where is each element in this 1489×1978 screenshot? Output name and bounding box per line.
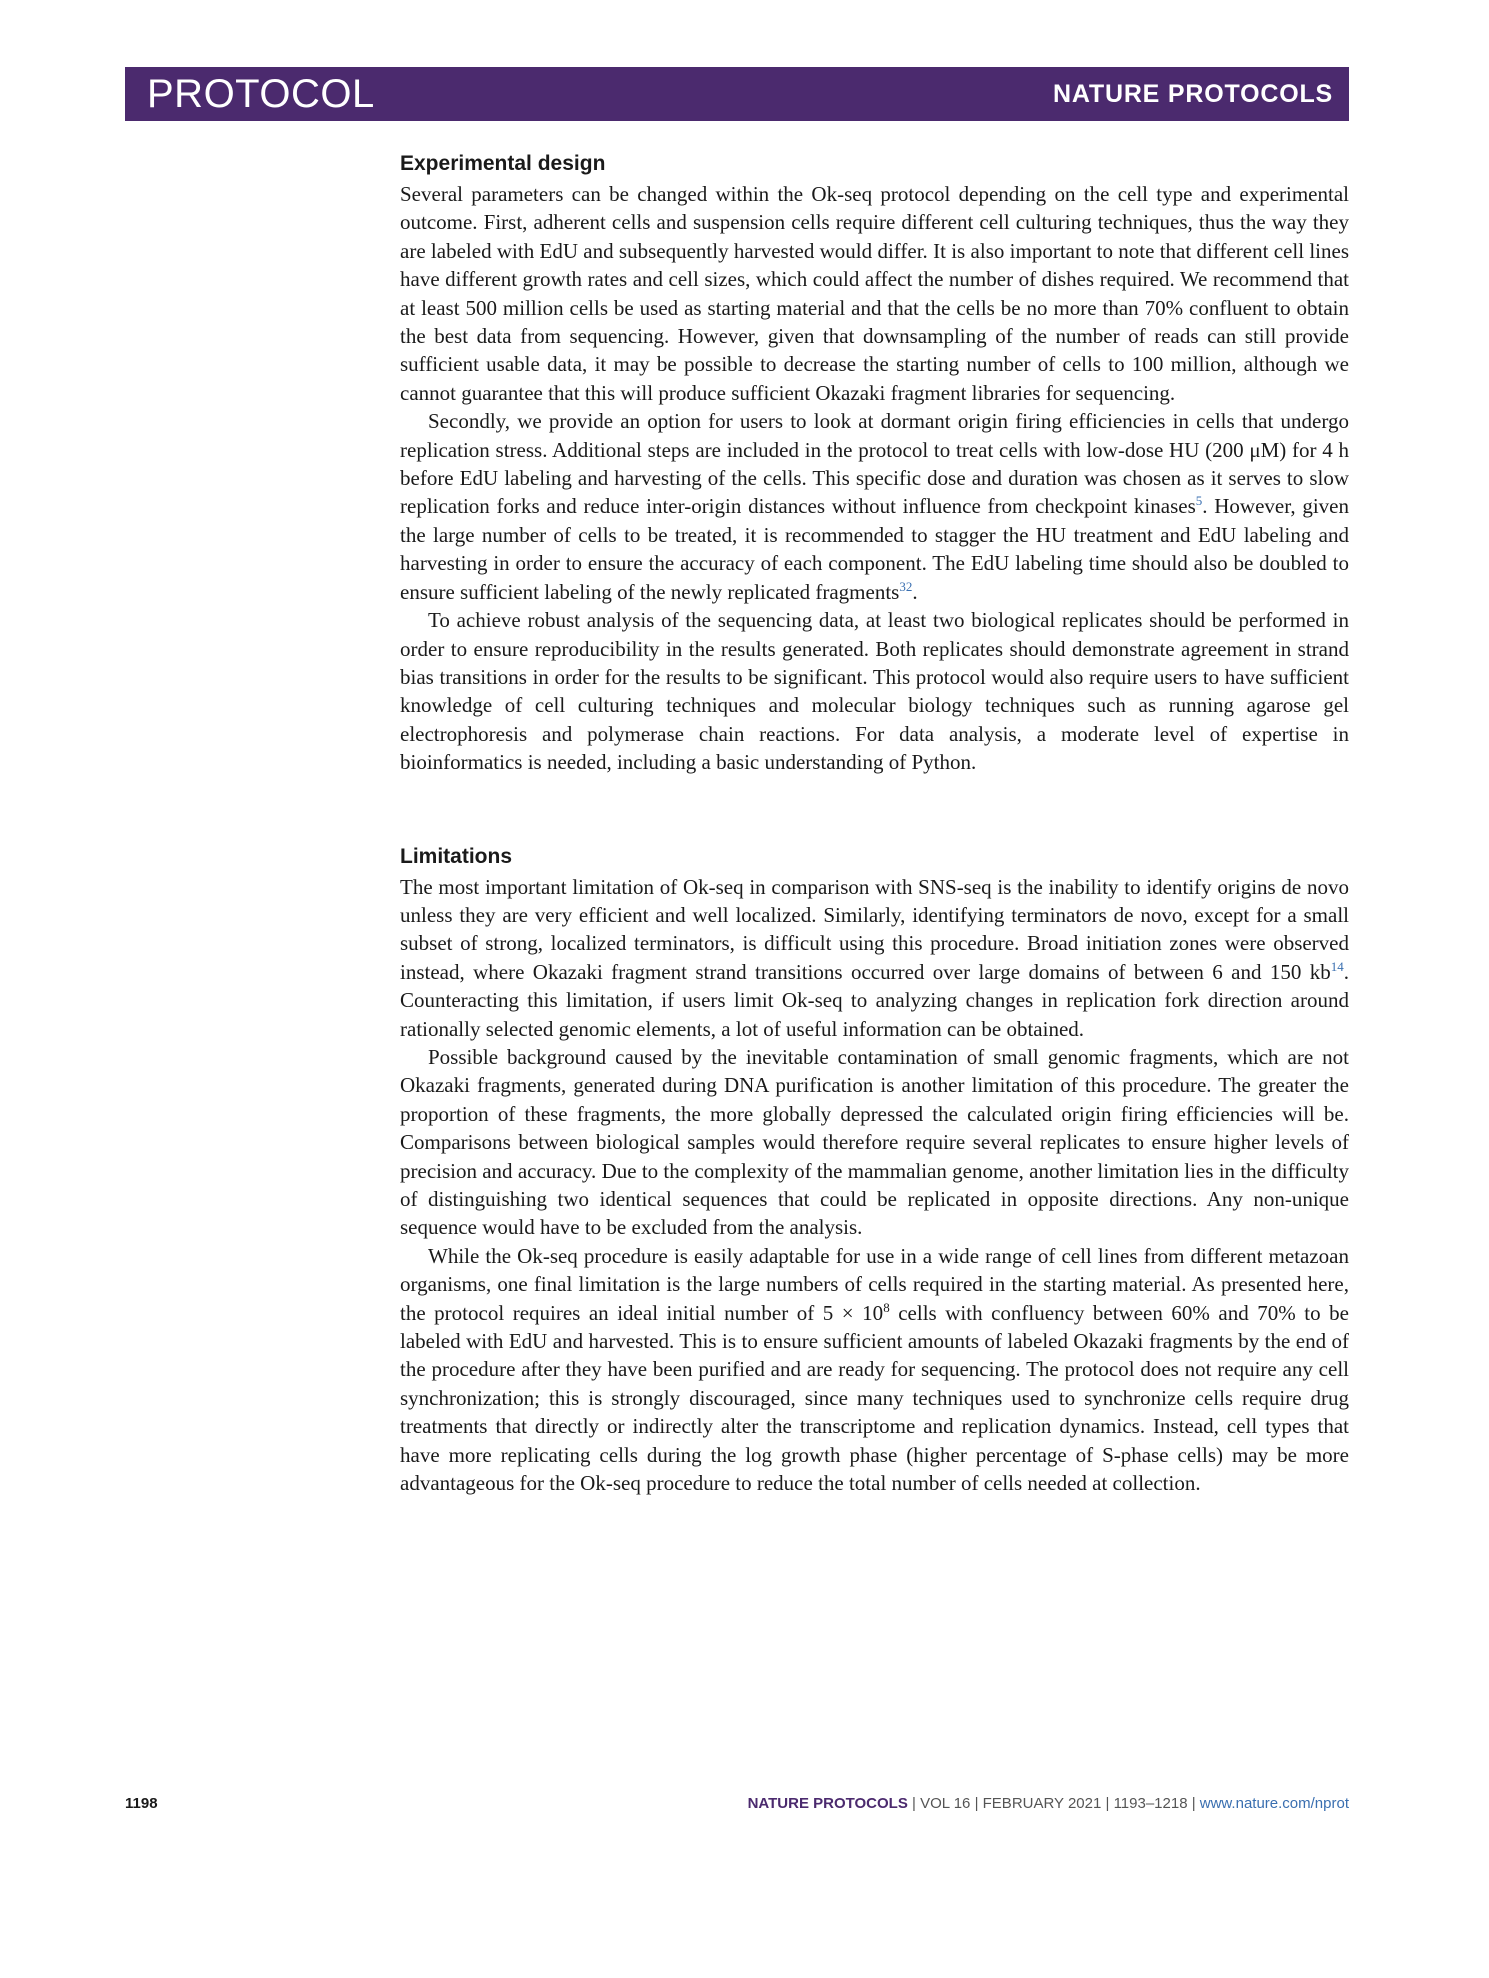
journal-name: NATURE PROTOCOLS — [1053, 79, 1333, 108]
reference-link[interactable]: 32 — [899, 578, 913, 594]
journal-url-link[interactable]: www.nature.com/nprot — [1199, 1795, 1349, 1812]
separator: | — [1101, 1795, 1114, 1812]
paragraph-text: While the Ok-seq procedure is easily adaptable for use in a wide range of cell lines from different metazoan organisms, one final limitation is the large numbers of cells required in the starting material. As presented here, the protocol requires an ideal initial number of 5 × 10 — [400, 1243, 1349, 1325]
paragraph-text: Secondly, we provide an option for users to look at dormant origin firing efficiencies in cells that undergo replication stress. Additional steps are included in the protocol to treat cells with low-dose HU (200 μM) for 4 h before EdU labeling and harvesting of the cells. This specific dose and duration was chosen as it serves to slow replication forks and reduce inter-origin distances without influence from checkpoint kinases — [400, 409, 1349, 519]
citation-line — [748, 1795, 1349, 1812]
section-heading: Experimental design — [400, 152, 606, 175]
reference-link[interactable]: 5 — [1195, 493, 1203, 509]
issue-date: FEBRUARY 2021 — [982, 1795, 1102, 1812]
page-range: 1193–1218 — [1113, 1795, 1188, 1812]
reference-link[interactable]: 14 — [1330, 958, 1344, 974]
page-footer — [125, 1795, 1349, 1819]
volume: VOL 16 — [920, 1795, 971, 1812]
header-banner — [125, 67, 1349, 121]
paragraph — [400, 1242, 1349, 1498]
exponent: 8 — [883, 1299, 890, 1315]
section-heading: Limitations — [400, 844, 513, 868]
main-content — [400, 150, 1349, 1497]
footer-journal: NATURE PROTOCOLS — [747, 1795, 908, 1812]
paragraph — [400, 873, 1349, 1043]
section-experimental-design — [400, 150, 1349, 777]
section-limitations — [400, 843, 1349, 1498]
paragraph: To achieve robust analysis of the sequencing data, at least two biological replicates should be performed in order to ensure reproducibility in the results generated. Both replicates should demonstrate agreement in strand bias transitions in order for the results to be significant. This protocol would also require users to have sufficient knowledge of cell culturing techniques and molecular biology techniques such as running agarose gel electrophoresis and polymerase chain reactions. For data analysis, a moderate level of expertise in bioinformatics is needed, including a basic understanding of Python. — [400, 608, 1349, 775]
separator: | — [907, 1795, 921, 1812]
paragraph-text: . — [912, 579, 918, 604]
section-spacer — [400, 777, 1349, 843]
paragraph-text: cells with confluency between 60% and 70% to be labeled with EdU and harvested. This is to ensure sufficient amounts of labeled Okazaki fragments by the end of the procedure after they have been purified and are ready for sequencing. The protocol does not require any cell synchronization; this is strongly discouraged, since many techniques used to synchronize cells require drug treatments that directly or indirectly alter the transcriptome and replication dynamics. Instead, cell types that have more replicating cells during the log growth phase (higher percentage of S-phase cells) may be more advantageous for the Ok-seq procedure to reduce the total number of cells needed at collection. — [400, 1300, 1349, 1496]
paragraph — [400, 407, 1349, 606]
paragraph-text: The most important limitation of Ok-seq in comparison with SNS-seq is the inability to identify origins de novo unless they are very efficient and well localized. Similarly, identifying terminators de novo, except for a small subset of strong, localized terminators, is difficult using this procedure. Broad initiation zones were observed instead, where Okazaki fragment strand transitions occurred over large domains of between 6 and 150 kb — [400, 874, 1349, 984]
paragraph-text: . However, given the large number of cells to be treated, it is recommended to stagger the HU treatment and EdU labeling and harvesting in order to ensure the accuracy of each component. The EdU labeling time should also be doubled to ensure sufficient labeling of the newly replicated fragments — [400, 494, 1349, 604]
paragraph: Several parameters can be changed within the Ok-seq protocol depending on the cell type and experimental outcome. First, adherent cells and suspension cells require different cell culturing techniques, thus the way they are labeled with EdU and subsequently harvested would differ. It is also important to note that different cell lines have different growth rates and cell sizes, which could affect the number of dishes required. We recommend that at least 500 million cells be used as starting material and that the cells be no more than 70% confluent to obtain the best data from sequencing. However, given that downsampling of the number of reads can still provide sufficient usable data, it may be possible to decrease the starting number of cells to 100 million, although we cannot guarantee that this will produce sufficient Okazaki fragment libraries for sequencing. — [400, 182, 1349, 405]
separator: | — [1187, 1795, 1200, 1812]
page-number: 1198 — [125, 1795, 158, 1812]
paragraph-text: . Counteracting this limitation, if users limit Ok-seq to analyzing changes in replication fork direction around rationally selected genomic elements, a lot of useful information can be obtained. — [400, 959, 1349, 1041]
article-type-label: PROTOCOL — [147, 71, 375, 116]
paragraph: Possible background caused by the inevitable contamination of small genomic fragments, which are not Okazaki fragments, generated during DNA purification is another limitation of this procedure. The greater the proportion of these fragments, the more globally depressed the calculated origin firing efficiencies will be. Comparisons between biological samples would therefore require several replicates to ensure higher levels of precision and accuracy. Due to the complexity of the mammalian genome, another limitation lies in the difficulty of distinguishing two identical sequences that could be replicated in opposite directions. Any non-unique sequence would have to be excluded from the analysis. — [400, 1044, 1349, 1240]
separator: | — [970, 1795, 983, 1812]
